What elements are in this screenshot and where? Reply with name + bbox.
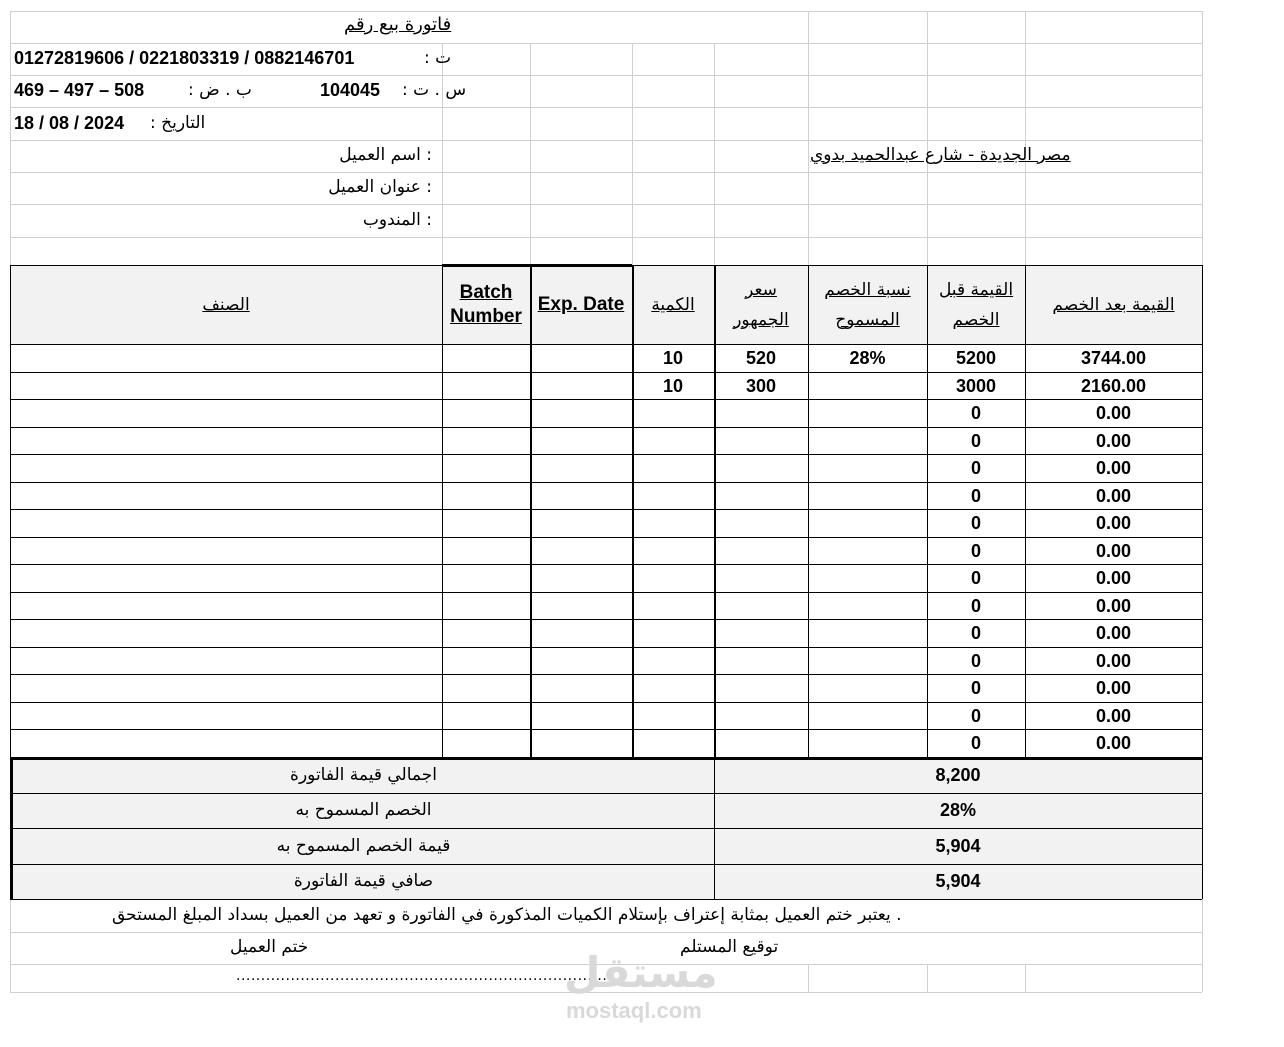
cell-price <box>714 454 808 482</box>
cell-qty: 10 <box>662 376 684 396</box>
cell-discount <box>808 702 927 730</box>
cell-qty <box>632 729 714 757</box>
table-column-divider <box>442 265 443 757</box>
cell-qty <box>632 619 714 647</box>
col-header-qty: الكمية <box>651 294 695 315</box>
customer-stamp-label: ختم العميل <box>230 937 309 957</box>
cell-before: 0 <box>970 596 981 616</box>
cell-price <box>714 702 808 730</box>
rep-label: : المندوب <box>362 210 432 230</box>
cell-after: 0.00 <box>1095 733 1132 753</box>
cell-after: 0.00 <box>1095 458 1132 478</box>
cell-price <box>714 619 808 647</box>
mostaql-watermark-arabic: مستقل <box>564 948 718 997</box>
cell-before: 0 <box>970 733 981 753</box>
cell-after: 0.00 <box>1095 431 1132 451</box>
cell-before: 0 <box>970 486 981 506</box>
col-header-before-line1: القيمة قبل <box>938 279 1014 300</box>
cell-before: 0 <box>970 678 981 698</box>
cell-before: 0 <box>970 651 981 671</box>
col-header-after: القيمة بعد الخصم <box>1052 294 1175 315</box>
col-header-discount-line1: نسبة الخصم <box>824 279 911 300</box>
totals-label: قيمة الخصم المسموح به <box>276 835 451 856</box>
cell-price <box>714 427 808 455</box>
table-header-top-border <box>10 265 1202 266</box>
cell-price <box>714 399 808 427</box>
cell-price <box>714 537 808 565</box>
date-value: 18 / 08 / 2024 <box>14 113 125 133</box>
cell-before: 0 <box>970 431 981 451</box>
cell-discount <box>808 399 927 427</box>
table-column-divider <box>1202 265 1203 757</box>
col-header-before-line2: الخصم <box>952 309 1000 330</box>
cell-price <box>714 482 808 510</box>
cr-label: س . ت : <box>402 80 467 100</box>
cell-qty <box>632 509 714 537</box>
cell-discount <box>808 372 927 400</box>
totals-column-divider <box>714 757 715 899</box>
cell-qty <box>632 454 714 482</box>
cell-discount <box>808 674 927 702</box>
col-header-batch <box>442 265 530 344</box>
signature-dotted-line: ............................................................................. <box>236 968 618 984</box>
cell-discount <box>808 619 927 647</box>
cell-after: 0.00 <box>1095 678 1132 698</box>
cell-after: 0.00 <box>1095 568 1132 588</box>
cell-after: 0.00 <box>1095 403 1132 423</box>
cell-before: 0 <box>970 458 981 478</box>
cell-before: 0 <box>970 403 981 423</box>
cell-discount <box>808 454 927 482</box>
totals-label: الخصم المسموح به <box>295 800 432 821</box>
table-column-divider <box>530 265 532 757</box>
mostaql-watermark-latin: mostaql.com <box>566 998 702 1023</box>
cell-before: 0 <box>970 513 981 533</box>
cell-after: 0.00 <box>1095 706 1132 726</box>
totals-value: 8,200 <box>935 764 981 785</box>
cell-after: 0.00 <box>1095 651 1132 671</box>
cell-qty <box>632 427 714 455</box>
tax-value: 469 – 497 – 508 <box>14 80 145 100</box>
cell-after: 0.00 <box>1095 513 1132 533</box>
cell-price: 520 <box>745 348 777 368</box>
totals-value: 28% <box>939 800 977 821</box>
customer-address-label: : عنوان العميل <box>328 177 432 197</box>
totals-label: اجمالي قيمة الفاتورة <box>290 764 437 785</box>
col-header-before <box>927 265 1025 344</box>
cell-price: 300 <box>745 376 777 396</box>
cell-discount <box>808 509 927 537</box>
cell-after: 0.00 <box>1095 541 1132 561</box>
cell-qty <box>632 674 714 702</box>
customer-address-value: مصر الجديدة - شارع عبدالحميد بدوي <box>810 145 1071 165</box>
date-label: التاريخ : <box>150 113 206 133</box>
receiver-signature-label: توقيع المستلم <box>680 937 779 957</box>
col-header-item: الصنف <box>202 294 250 315</box>
cell-after: 0.00 <box>1095 623 1132 643</box>
cell-price <box>714 509 808 537</box>
cell-before: 5200 <box>955 348 997 368</box>
cell-after: 2160.00 <box>1080 376 1147 396</box>
cell-before: 3000 <box>955 376 997 396</box>
phones-label: ت : <box>424 48 452 68</box>
table-column-divider <box>10 265 11 757</box>
totals-value: 5,904 <box>935 871 981 892</box>
col-header-price <box>714 265 808 344</box>
cell-qty <box>632 592 714 620</box>
acknowledgement-text: . يعتبر ختم العميل بمثابة إعتراف بإستلام الكميات المذكورة في الفاتورة و تعهد من العميل بسداد المبلغ المستحق <box>112 905 902 925</box>
cell-price <box>714 647 808 675</box>
cell-discount: 28% <box>849 348 886 368</box>
cell-qty <box>632 399 714 427</box>
col-header-batch-line1: Batch <box>459 281 513 303</box>
cell-before: 0 <box>970 706 981 726</box>
cell-after: 3744.00 <box>1080 348 1147 368</box>
cell-qty <box>632 482 714 510</box>
cell-qty <box>632 564 714 592</box>
totals-right-border <box>1202 757 1203 899</box>
col-header-price-line1: سعر <box>745 279 777 300</box>
cell-before: 0 <box>970 541 981 561</box>
cell-discount <box>808 537 927 565</box>
cell-discount <box>808 482 927 510</box>
tax-label: ب . ض : <box>188 80 252 100</box>
cell-before: 0 <box>970 568 981 588</box>
cell-qty <box>632 702 714 730</box>
totals-label: صافي قيمة الفاتورة <box>293 871 434 892</box>
customer-name-label: : اسم العميل <box>339 145 432 165</box>
totals-value: 5,904 <box>935 835 981 856</box>
col-header-exp: Exp. Date <box>537 293 625 315</box>
col-header-batch-line2: Number <box>450 305 522 327</box>
cell-discount <box>808 427 927 455</box>
cell-price <box>714 729 808 757</box>
cell-qty <box>632 647 714 675</box>
cell-discount <box>808 592 927 620</box>
cell-price <box>714 674 808 702</box>
cell-discount <box>808 729 927 757</box>
cell-qty <box>632 537 714 565</box>
cr-value: 104045 <box>320 80 381 100</box>
col-header-discount-line2: المسموح <box>835 309 900 330</box>
cell-discount <box>808 564 927 592</box>
cell-after: 0.00 <box>1095 486 1132 506</box>
cell-after: 0.00 <box>1095 596 1132 616</box>
invoice-title: فاتورة بيع رقم <box>344 14 452 35</box>
cell-before: 0 <box>970 623 981 643</box>
cell-price <box>714 564 808 592</box>
cell-qty: 10 <box>662 348 684 368</box>
phones-value: 01272819606 / 0221803319 / 0882146701 <box>14 48 355 68</box>
col-header-price-line2: الجمهور <box>733 309 789 330</box>
cell-price <box>714 592 808 620</box>
cell-discount <box>808 647 927 675</box>
col-header-discount <box>808 265 927 344</box>
